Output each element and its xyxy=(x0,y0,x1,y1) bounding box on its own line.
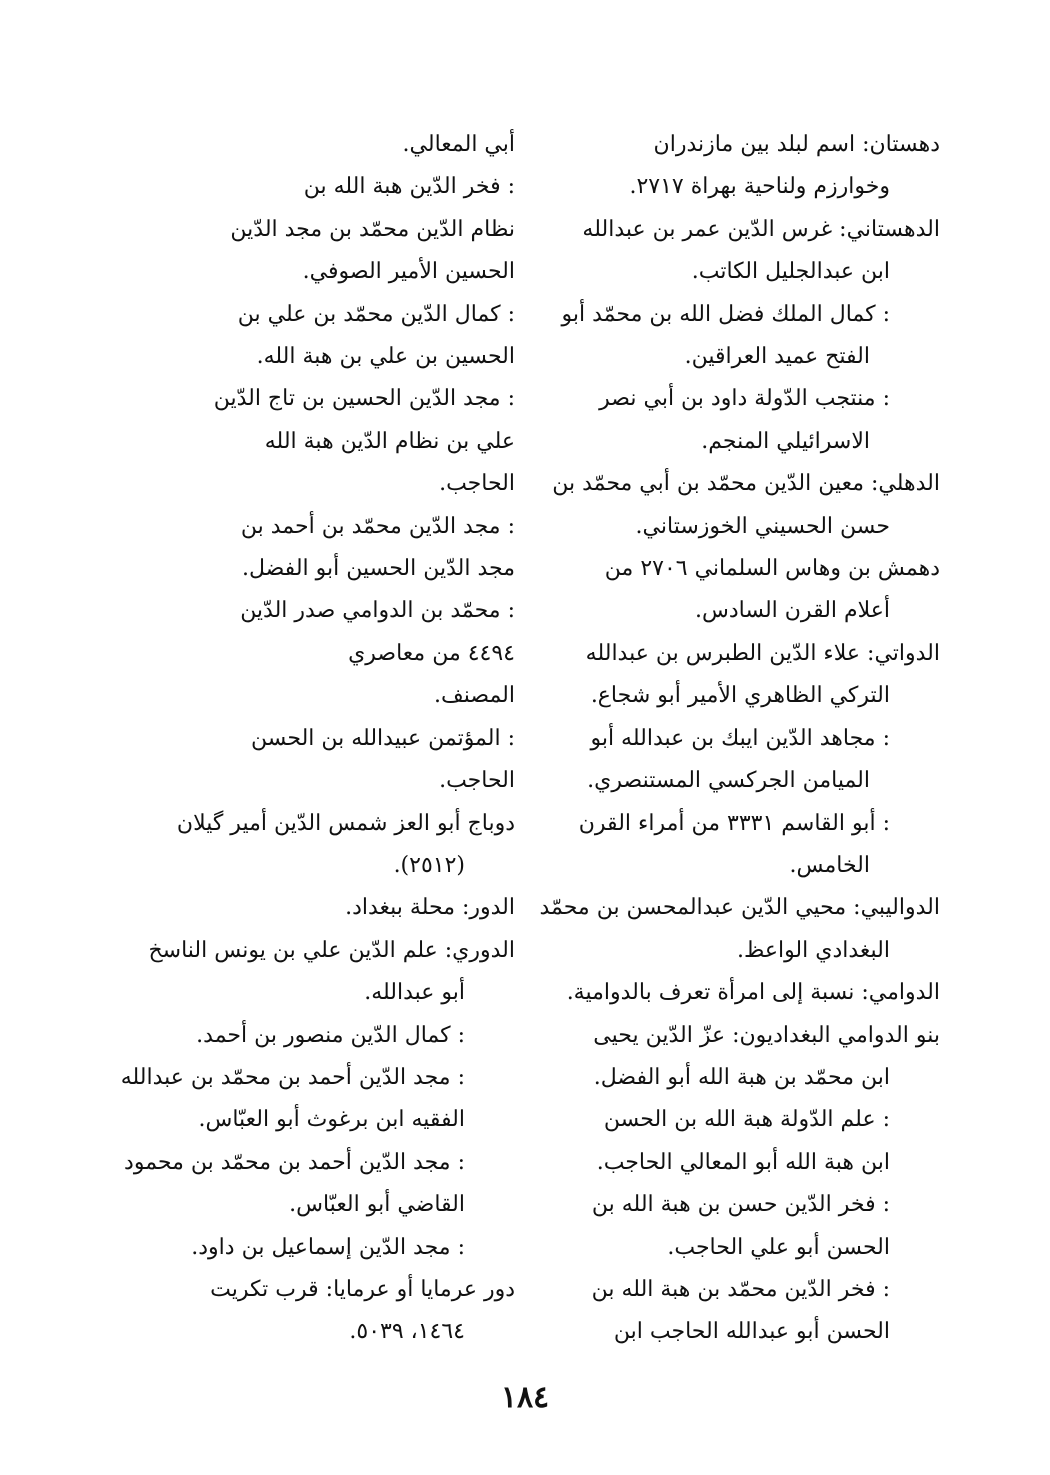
text-line: الدور: محلة ببغداد. xyxy=(345,895,515,921)
text-line: : مجد الدّين إسماعيل بن داود. xyxy=(191,1234,465,1260)
text-line: : مجد الدّين الحسين بن تاج الدّين xyxy=(213,386,515,412)
text-line: : كمال الدّين منصور بن أحمد. xyxy=(196,1022,465,1048)
text-line: دور عرمايا أو عرمايا: قرب تكريت xyxy=(210,1276,515,1302)
text-line: : المؤتمن عبيدالله بن الحسن xyxy=(251,725,515,751)
text-line: علي بن نظام الدّين هبة الله xyxy=(264,428,515,454)
text-line: التركي الظاهري الأمير أبو شجاع. xyxy=(590,683,890,709)
text-line: أعلام القرن السادس. xyxy=(694,598,890,624)
text-line: الحسن أبو علي الحاجب. xyxy=(667,1234,890,1260)
text-line: ابن محمّد بن هبة الله أبو الفضل. xyxy=(593,1064,890,1090)
text-line: ابن هبة الله أبو المعالي الحاجب. xyxy=(596,1149,890,1175)
text-line: أبي المعالي. xyxy=(402,132,515,157)
text-line: مجد الدّين الحسين أبو الفضل. xyxy=(241,556,515,582)
text-line: وخوارزم ولناحية بهراة ٢٧١٧. xyxy=(629,174,890,200)
text-line: الدهستاني: غرس الدّين عمر بن عبدالله xyxy=(582,216,940,242)
text-line: : أبو القاسم ٣٣٣١ من أمراء القرن xyxy=(578,810,890,836)
text-line: القاضي أبو العبّاس. xyxy=(289,1192,465,1218)
text-line: نظام الدّين محمّد بن مجد الدّين xyxy=(230,216,515,242)
text-line: : منتجب الدّولة داود بن أبي نصر xyxy=(599,386,890,412)
text-line: : كمال الملك فضل الله بن محمّد أبو xyxy=(561,301,890,327)
text-line: الفتح عميد العراقين. xyxy=(684,344,870,370)
text-line: دوباج أبو العز شمس الدّين أمير گيلان xyxy=(176,810,515,836)
text-line: ٤٤٩٤ من معاصري xyxy=(348,640,515,666)
page-number: ١٨٤ xyxy=(500,1380,550,1415)
right-column xyxy=(539,124,940,1354)
text-line: : علم الدّولة هبة الله بن الحسن xyxy=(603,1107,890,1133)
text-line: ابن عبدالجليل الكاتب. xyxy=(691,259,890,285)
text-line: : مجاهد الدّين ايبك بن عبدالله أبو xyxy=(590,725,890,751)
text-line: : فخر الدّين محمّد بن هبة الله بن xyxy=(591,1276,890,1302)
left-column xyxy=(120,124,515,1354)
text-line: أبو عبدالله. xyxy=(364,980,465,1006)
text-line: المصنف. xyxy=(433,683,515,709)
text-line: : مجد الدّين محمّد بن أحمد بن xyxy=(240,513,515,539)
text-line: : مجد الدّين أحمد بن محمّد بن محمود xyxy=(124,1149,465,1175)
text-line: الحسين بن علي بن هبة الله. xyxy=(256,344,515,370)
text-line: الاسرائيلي المنجم. xyxy=(701,428,870,454)
text-line: الدهلي: معين الدّين محمّد بن أبي محمّد بن xyxy=(552,471,940,497)
text-line: حسن الحسيني الخوزستاني. xyxy=(635,513,890,539)
text-line: الدواليبي: محيي الدّين عبدالمحسن بن محمّد xyxy=(539,895,940,921)
text-line: الدواتي: علاء الدّين الطبرس بن عبدالله xyxy=(585,640,940,666)
text-line: الحسين الأمير الصوفي. xyxy=(302,259,515,285)
text-line: الحسن أبو عبدالله الحاجب ابن xyxy=(613,1319,890,1345)
text-line: : فخر الدّين هبة الله بن xyxy=(303,174,515,200)
text-line: : مجد الدّين أحمد بن محمّد بن عبدالله xyxy=(120,1064,465,1090)
text-line: دهمش بن وهاس السلماني ٢٧٠٦ من xyxy=(604,556,940,582)
text-line: : محمّد بن الدوامي صدر الدّين xyxy=(240,598,515,624)
text-line: الفقيه ابن برغوث أبو العبّاس. xyxy=(198,1107,465,1133)
text-line: الخامس. xyxy=(789,852,870,878)
text-line: الحاجب. xyxy=(439,471,515,497)
text-line: : فخر الدّين حسن بن هبة الله بن xyxy=(591,1192,890,1218)
text-line: الحاجب. xyxy=(439,768,515,794)
text-line: الدوري: علم الدّين علي بن يونس الناسخ xyxy=(148,937,515,963)
text-line: الميامن الجركسي المستنصري. xyxy=(587,768,870,794)
text-line: بنو الدوامي البغداديون: عزّ الدّين يحيى xyxy=(593,1022,940,1048)
text-line: ١٤٦٤، ٥٠٣٩. xyxy=(349,1319,465,1345)
text-line: البغدادي الواعظ. xyxy=(736,937,890,963)
text-line: دهستان: اسم لبلد بين مازندران xyxy=(653,132,940,157)
text-line: (٢٥١٢). xyxy=(393,852,465,878)
text-line: : كمال الدّين محمّد بن علي بن xyxy=(237,301,515,327)
text-line: الدوامي: نسبة إلى امرأة تعرف بالدوامية. xyxy=(566,980,940,1006)
